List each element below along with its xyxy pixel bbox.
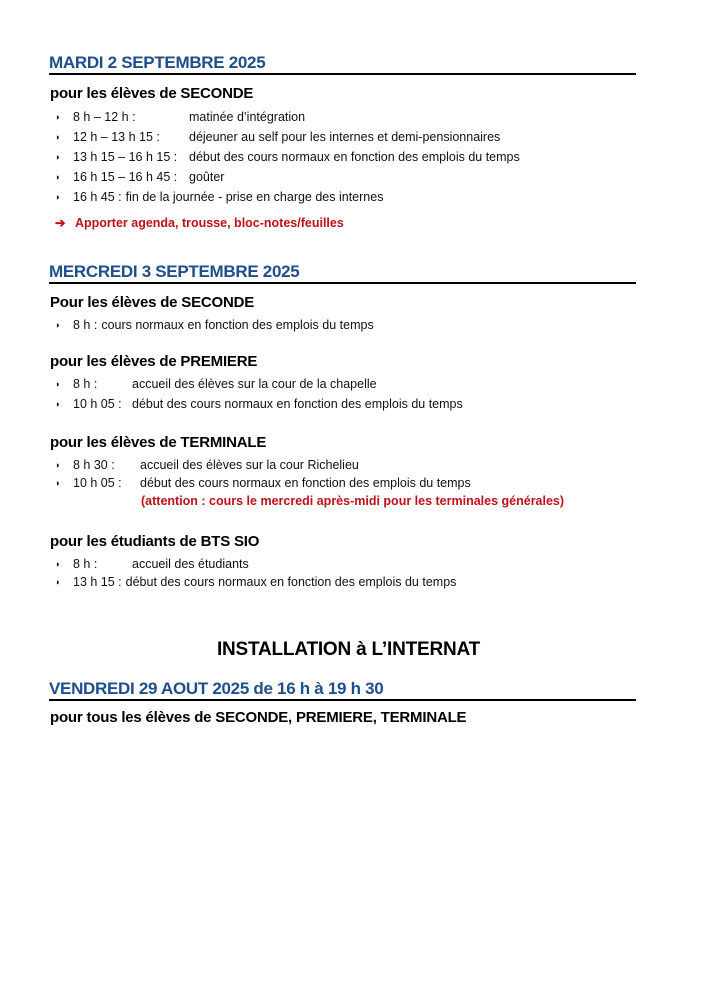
item-time: 16 h 45 : <box>73 190 122 204</box>
list-item <box>55 574 456 590</box>
item-time: 13 h 15 – 16 h 15 : <box>73 150 178 164</box>
section-title-mardi: MARDI 2 SEPTEMBRE 2025 <box>49 53 636 75</box>
list-item <box>55 129 500 145</box>
item-time: 8 h : <box>73 377 98 391</box>
item-text: accueil des étudiants <box>132 557 249 571</box>
bullet-icon: ◗ <box>55 577 61 587</box>
item-time: 12 h – 13 h 15 : <box>73 130 160 144</box>
bullet-icon: ◗ <box>55 132 61 142</box>
item-time: 8 h 30 : <box>73 458 115 472</box>
item-time: 13 h 15 : <box>73 575 122 589</box>
bullet-icon: ◗ <box>55 320 61 330</box>
section-title-mercredi: MERCREDI 3 SEPTEMBRE 2025 <box>49 262 636 284</box>
list-item <box>55 376 377 392</box>
subtitle-terminale: pour les élèves de TERMINALE <box>50 434 267 451</box>
item-text: début des cours normaux en fonction des emplois du temps <box>125 575 457 589</box>
item-text: matinée d’intégration <box>189 110 306 124</box>
bullet-icon: ◗ <box>55 478 61 488</box>
bullet-icon: ◗ <box>55 172 61 182</box>
item-time: 8 h : <box>73 557 98 571</box>
note-terminale: (attention : cours le mercredi après-midi pour les terminales générales) <box>141 494 565 508</box>
list-item <box>55 149 520 165</box>
item-time: 10 h 05 : <box>73 476 122 490</box>
item-text: goûter <box>189 170 225 184</box>
subtitle-bts: pour les étudiants de BTS SIO <box>50 533 260 550</box>
heading-internat: INSTALLATION à L’INTERNAT <box>216 639 481 660</box>
bullet-icon: ◗ <box>55 192 61 202</box>
bullet-icon: ◗ <box>55 559 61 569</box>
subtitle-seconde: pour les élèves de SECONDE <box>50 85 254 102</box>
item-text: cours normaux en fonction des emplois du temps <box>101 318 374 332</box>
note-supplies <box>55 215 344 231</box>
bullet-icon: ◗ <box>55 399 61 409</box>
list-item <box>55 396 463 412</box>
bullet-icon: ◗ <box>55 112 61 122</box>
bullet-icon: ◗ <box>55 152 61 162</box>
item-time: 10 h 05 : <box>73 397 122 411</box>
item-text: fin de la journée - prise en charge des internes <box>125 190 384 204</box>
note-text: Apporter agenda, trousse, bloc-notes/feuilles <box>75 216 344 230</box>
item-text: accueil des élèves sur la cour de la chapelle <box>132 377 377 391</box>
list-item <box>55 109 305 125</box>
bullet-icon: ◗ <box>55 379 61 389</box>
item-text: début des cours normaux en fonction des emplois du temps <box>140 476 471 490</box>
item-text: début des cours normaux en fonction des emplois du temps <box>189 150 520 164</box>
item-text: début des cours normaux en fonction des emplois du temps <box>132 397 463 411</box>
list-item <box>55 189 383 205</box>
subtitle-seconde: Pour les élèves de SECONDE <box>50 294 255 311</box>
item-time: 8 h : <box>73 318 98 332</box>
section-title-vendredi: VENDREDI 29 AOUT 2025 de 16 h à 19 h 30 <box>49 679 636 701</box>
subtitle-premiere: pour les élèves de PREMIERE <box>50 353 258 370</box>
bullet-icon: ◗ <box>55 460 61 470</box>
list-item <box>55 169 224 185</box>
arrow-icon: ➔ <box>55 216 66 230</box>
list-item <box>55 556 249 572</box>
item-text: déjeuner au self pour les internes et demi-pensionnaires <box>189 130 501 144</box>
item-time: 8 h – 12 h : <box>73 110 136 124</box>
item-time: 16 h 15 – 16 h 45 : <box>73 170 178 184</box>
list-item <box>55 457 359 473</box>
list-item <box>55 317 374 333</box>
subtitle-all-students: pour tous les élèves de SECONDE, PREMIERE, TERMINALE <box>50 709 467 726</box>
list-item <box>55 475 471 491</box>
item-text: accueil des élèves sur la cour Richelieu <box>140 458 359 472</box>
